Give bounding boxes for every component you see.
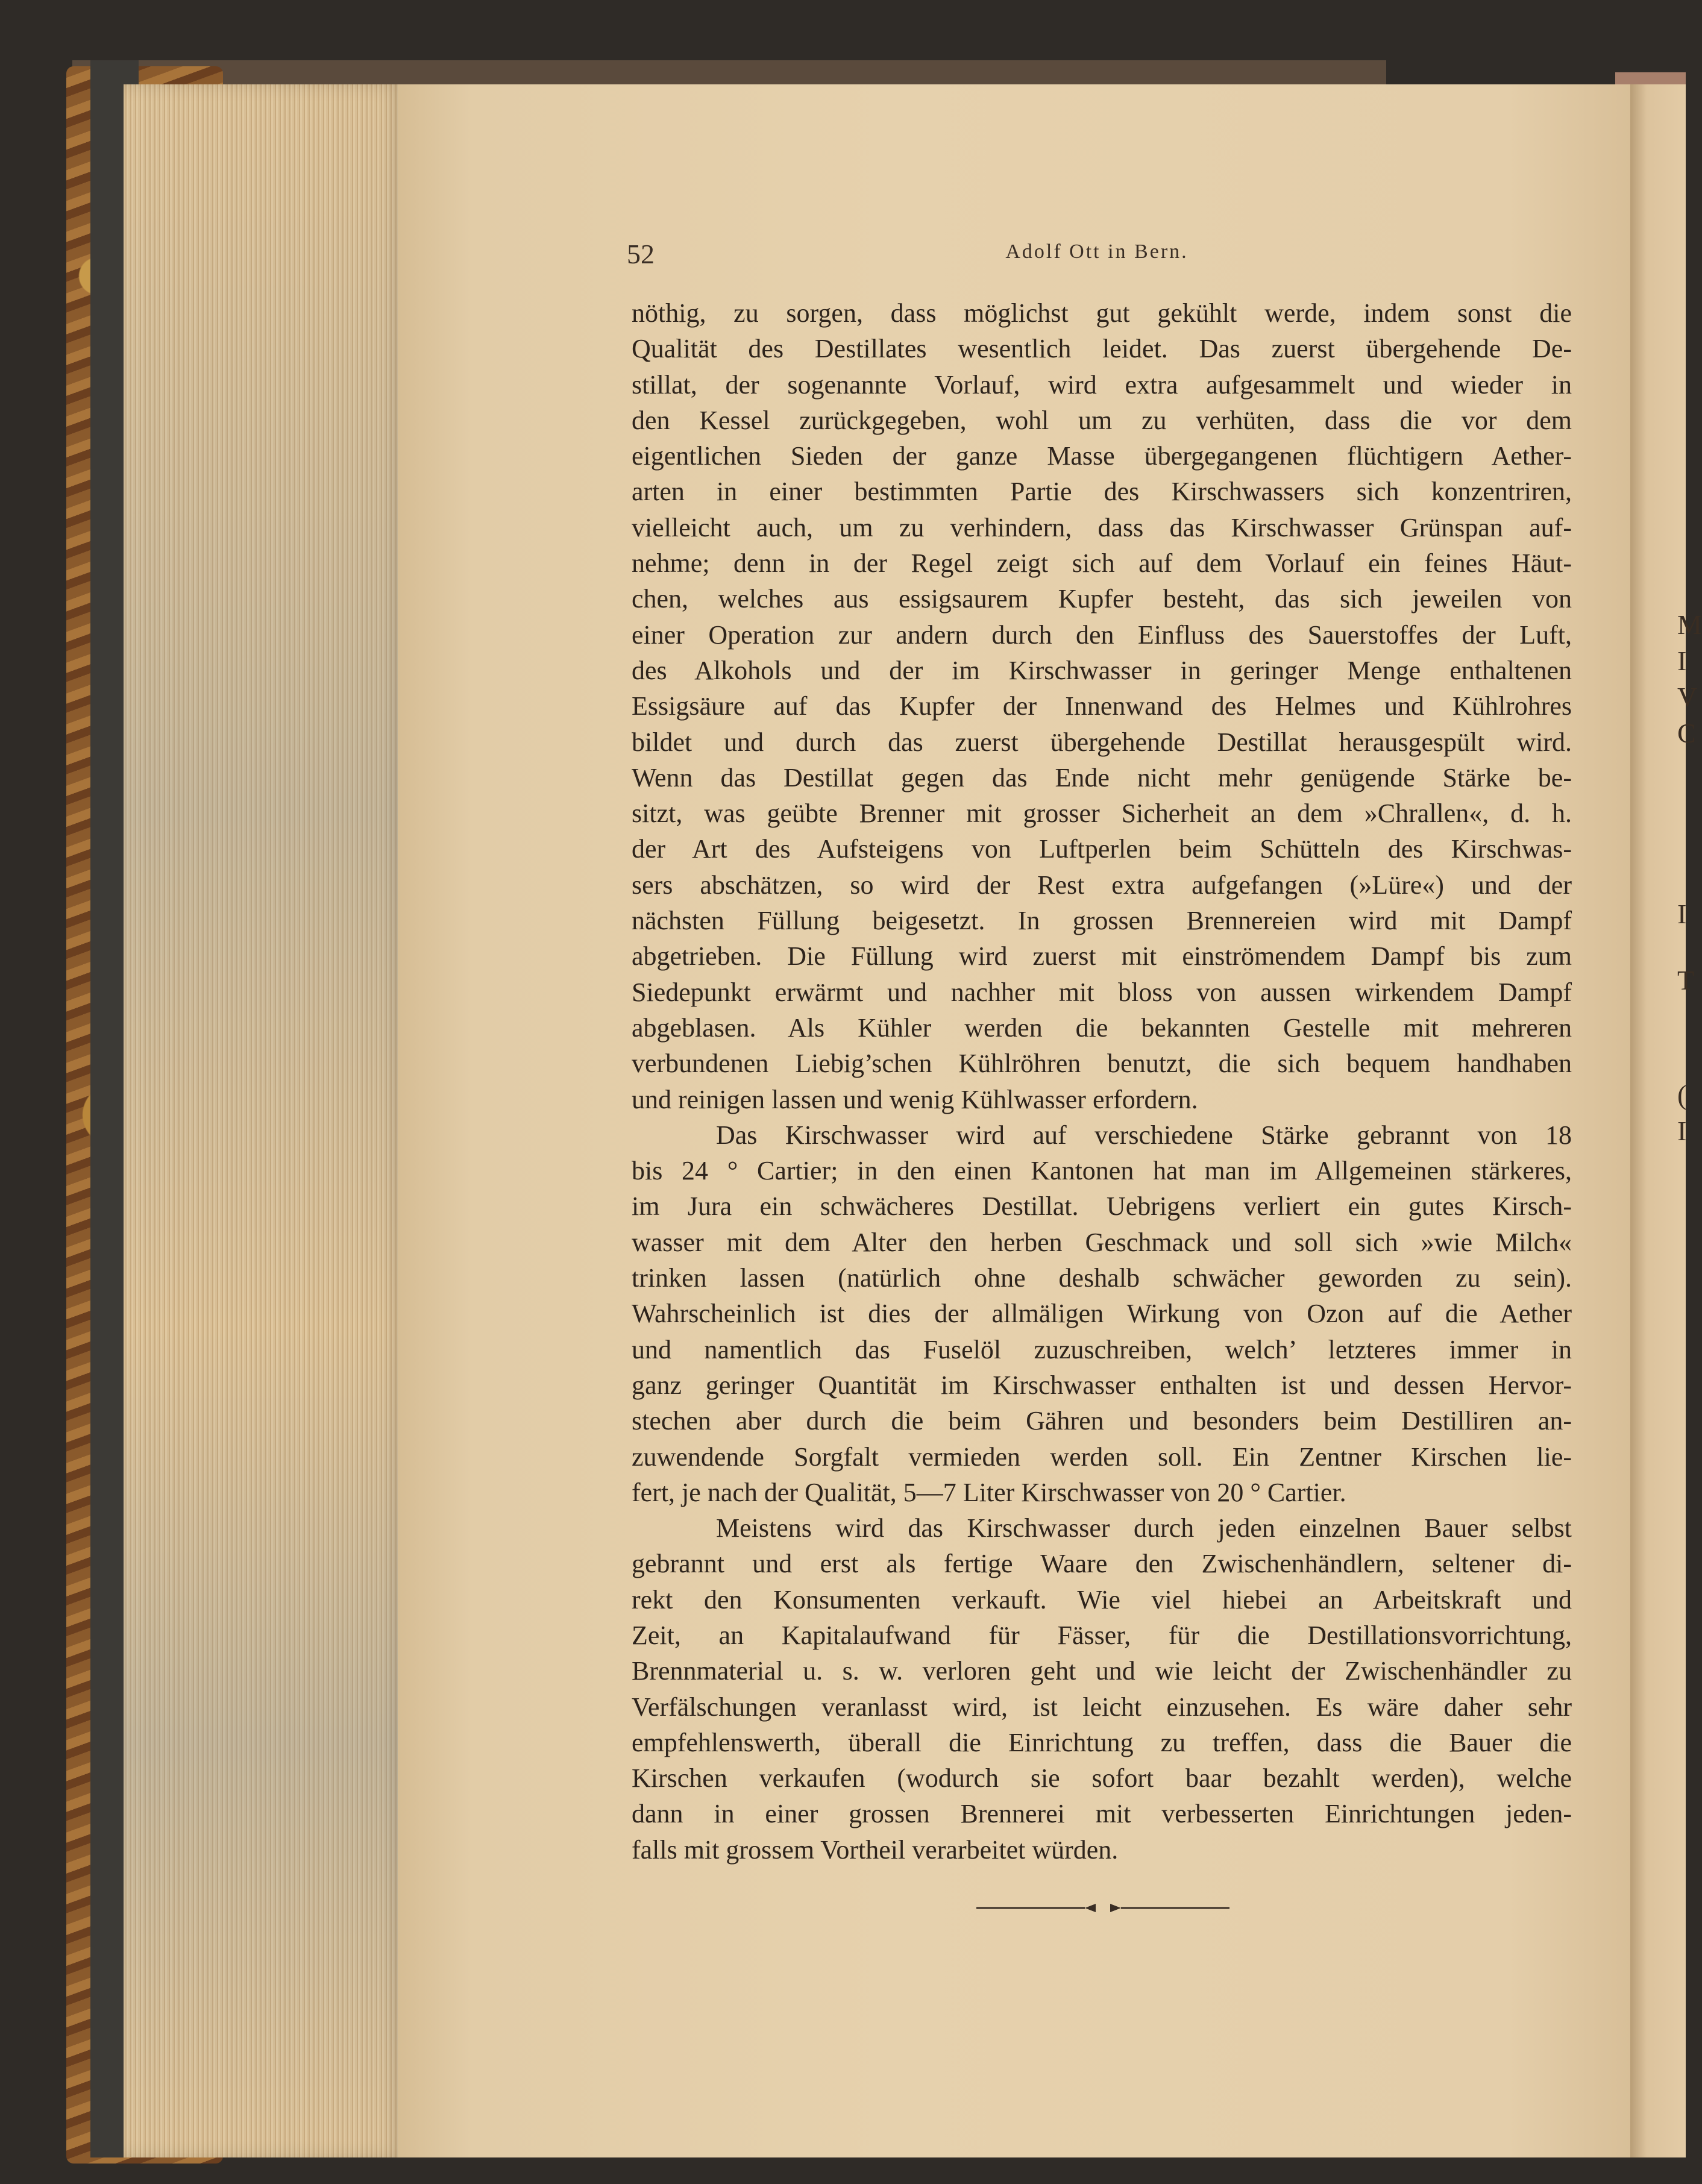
text-line: den Kessel zurückgegeben, wohl um zu verhüten, dass die vor dem (632, 405, 1572, 435)
text-line: des Alkohols und der im Kirschwasser in geringer Menge enthaltenen (632, 655, 1572, 685)
text-line: bildet und durch das zuerst übergehende Destillat herausgespült wird. (632, 727, 1572, 757)
text-line: nehme; denn in der Regel zeigt sich auf dem Vorlauf ein feines Häut- (632, 548, 1572, 579)
closing-ornament (976, 1902, 1229, 1914)
text-line: Zeit, an Kapitalaufwand für Fässer, für die Destillationsvorrichtung, (632, 1620, 1572, 1650)
text-line: rekt den Konsumenten verkauft. Wie viel hiebei an Arbeitskraft und (632, 1584, 1572, 1614)
text-line: empfehlenswerth, überall die Einrichtung zu treffen, dass die Bauer die (632, 1727, 1572, 1757)
text-line: gebrannt und erst als fertige Waare den Zwischenhändlern, seltener di- (632, 1549, 1572, 1579)
adjacent-page-letter: V (1677, 682, 1698, 712)
adjacent-page-letter: I (1677, 899, 1687, 929)
adjacent-page-letter: C (1677, 718, 1696, 748)
text-line: vielleicht auch, um zu verhindern, dass das Kirschwasser Grünspan auf- (632, 512, 1572, 542)
text-line: fert, je nach der Qualität, 5—7 Liter Kirschwasser von 20 ° Cartier. (632, 1477, 1346, 1507)
adjacent-page-letter: I (1677, 1116, 1687, 1146)
text-line: im Jura ein schwächeres Destillat. Uebrigens verliert ein gutes Kirsch- (632, 1191, 1572, 1222)
text-line: sers abschätzen, so wird der Rest extra aufgefangen (»Lüre«) und der (632, 870, 1572, 900)
text-line: Essigsäure auf das Kupfer der Innenwand des Helmes und Kühlrohres (632, 691, 1572, 721)
text-line: Qualität des Destillates wesentlich leidet. Das zuerst übergehende De- (632, 334, 1572, 364)
page-number: 52 (627, 239, 655, 269)
text-line: nöthig, zu sorgen, dass möglichst gut gekühlt werde, indem sonst die (632, 298, 1572, 328)
text-line: verbundenen Liebig’schen Kühlröhren benutzt, die sich bequem handhaben (632, 1049, 1572, 1079)
adjacent-page-letter: ( (1677, 1079, 1687, 1110)
text-line: trinken lassen (natürlich ohne deshalb schwächer geworden zu sein). (632, 1263, 1572, 1293)
adjacent-page-letter: M (1677, 609, 1702, 640)
text-line: der Art des Aufsteigens von Luftperlen beim Schütteln des Kirschwas- (632, 834, 1572, 864)
text-line: Wahrscheinlich ist dies der allmäligen Wirkung von Ozon auf die Aether (632, 1299, 1572, 1329)
page-stack-edge (124, 84, 407, 2157)
text-line: sitzt, was geübte Brenner mit grosser Sicherheit an dem »Chrallen«, d. h. (632, 799, 1572, 829)
adjacent-page-letter: I (1677, 645, 1687, 676)
text-line: stillat, der sogenannte Vorlauf, wird extra aufgesammelt und wieder in (632, 369, 1572, 400)
running-title: Adolf Ott in Bern. (1005, 240, 1189, 263)
text-line: Brennmaterial u. s. w. verloren geht und wie leicht der Zwischenhändler zu (632, 1656, 1572, 1686)
text-line: abgetrieben. Die Füllung wird zuerst mit einströmendem Dampf bis zum (632, 941, 1572, 971)
text-line: Das Kirschwasser wird auf verschiedene Stärke gebrannt von 18 (716, 1120, 1572, 1150)
text-line: falls mit grossem Vortheil verarbeitet würden. (632, 1834, 1119, 1865)
body-text (632, 295, 1572, 1868)
text-line: eigentlichen Sieden der ganze Masse übergegangenen flüchtigern Aether- (632, 441, 1572, 471)
text-line: Siedepunkt erwärmt und nachher mit bloss von aussen wirkendem Dampf (632, 977, 1572, 1007)
text-line: und namentlich das Fuselöl zuzuschreiben, welch’ letzteres immer in (632, 1334, 1572, 1364)
text-line: und reinigen lassen und wenig Kühlwasser erfordern. (632, 1084, 1198, 1114)
text-line: bis 24 ° Cartier; in den einen Kantonen hat man im Allgemeinen stärkeres, (632, 1156, 1572, 1186)
text-line: Meistens wird das Kirschwasser durch jeden einzelnen Bauer selbst (716, 1513, 1572, 1543)
text-line: dann in einer grossen Brennerei mit verbesserten Einrichtungen jeden- (632, 1799, 1572, 1829)
text-line: abgeblasen. Als Kühler werden die bekannten Gestelle mit mehreren (632, 1012, 1572, 1043)
adjacent-page (1630, 84, 1702, 2157)
text-line: einer Operation zur andern durch den Einfluss des Sauerstoffes der Luft, (632, 620, 1572, 650)
text-line: Wenn das Destillat gegen das Ende nicht mehr genügende Stärke be- (632, 762, 1572, 792)
text-line: Kirschen verkaufen (wodurch sie sofort baar bezahlt werden), welche (632, 1763, 1572, 1793)
running-head (627, 238, 1567, 274)
text-line: arten in einer bestimmten Partie des Kirschwassers sich konzentriren, (632, 477, 1572, 507)
text-line: stechen aber durch die beim Gähren und besonders beim Destilliren an- (632, 1406, 1572, 1436)
text-line: Verfälschungen veranlasst wird, ist leicht einzusehen. Es wäre daher sehr (632, 1692, 1572, 1722)
text-line: wasser mit dem Alter den herben Geschmack und soll sich »wie Milch« (632, 1227, 1572, 1257)
text-line: zuwendende Sorgfalt vermieden werden soll. Ein Zentner Kirschen lie- (632, 1442, 1572, 1472)
text-line: chen, welches aus essigsaurem Kupfer besteht, das sich jeweilen von (632, 584, 1572, 614)
text-line: ganz geringer Quantität im Kirschwasser enthalten ist und dessen Hervor- (632, 1370, 1572, 1400)
adjacent-page-letter: T (1677, 965, 1695, 996)
text-line: nächsten Füllung beigesetzt. In grossen Brennereien wird mit Dampf (632, 906, 1572, 936)
